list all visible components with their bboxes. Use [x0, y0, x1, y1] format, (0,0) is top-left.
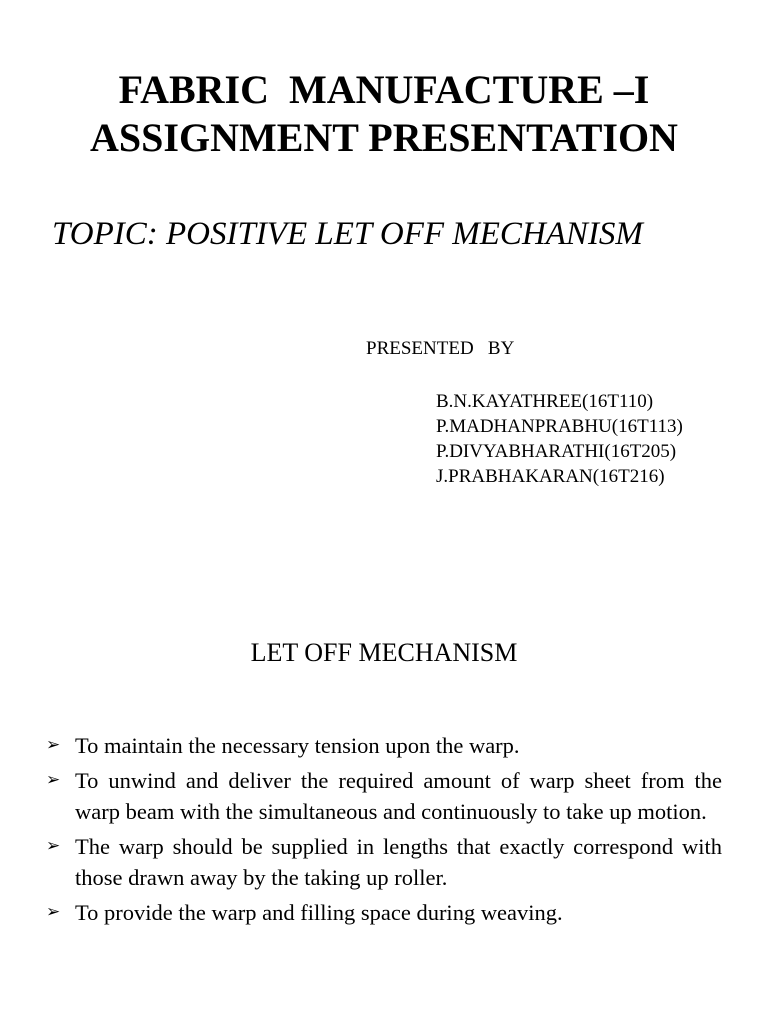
presented-by-label: PRESENTED BY: [366, 338, 515, 359]
bullet-item: [44, 897, 722, 928]
arrow-bullet-icon: ➢: [46, 836, 61, 856]
bullet-text: To unwind and deliver the required amount of warp sheet from the warp beam with the simultaneous and continuously to take up motion.: [75, 768, 722, 824]
bullet-list: [44, 730, 722, 932]
arrow-bullet-icon: ➢: [46, 770, 61, 790]
bullet-item: [44, 765, 722, 827]
arrow-bullet-icon: ➢: [46, 735, 61, 755]
bullet-item: [44, 730, 722, 761]
presenter-name: B.N.KAYATHREE(16T110): [436, 391, 654, 412]
presentation-title: [0, 66, 768, 162]
content-slide: [0, 560, 768, 1024]
bullet-text: To maintain the necessary tension upon the warp.: [75, 733, 520, 758]
presenter-name: P.DIVYABHARATHI(16T205): [436, 441, 677, 462]
presenter-name: J.PRABHAKARAN(16T216): [436, 466, 665, 487]
bullet-item: [44, 831, 722, 893]
title-line: ASSIGNMENT PRESENTATION: [90, 115, 678, 160]
presenter-name: P.MADHANPRABHU(16T113): [436, 416, 683, 437]
bullet-text: To provide the warp and filling space during weaving.: [75, 900, 563, 925]
bullet-text: The warp should be supplied in lengths that exactly correspond with those drawn away by the taking up roller.: [75, 834, 722, 890]
title-line: FABRIC MANUFACTURE –I: [118, 67, 650, 112]
topic-heading: TOPIC: POSITIVE LET OFF MECHANISM: [52, 216, 643, 252]
slide-heading: LET OFF MECHANISM: [250, 638, 518, 667]
presenter-list: [436, 389, 683, 489]
arrow-bullet-icon: ➢: [46, 902, 61, 922]
